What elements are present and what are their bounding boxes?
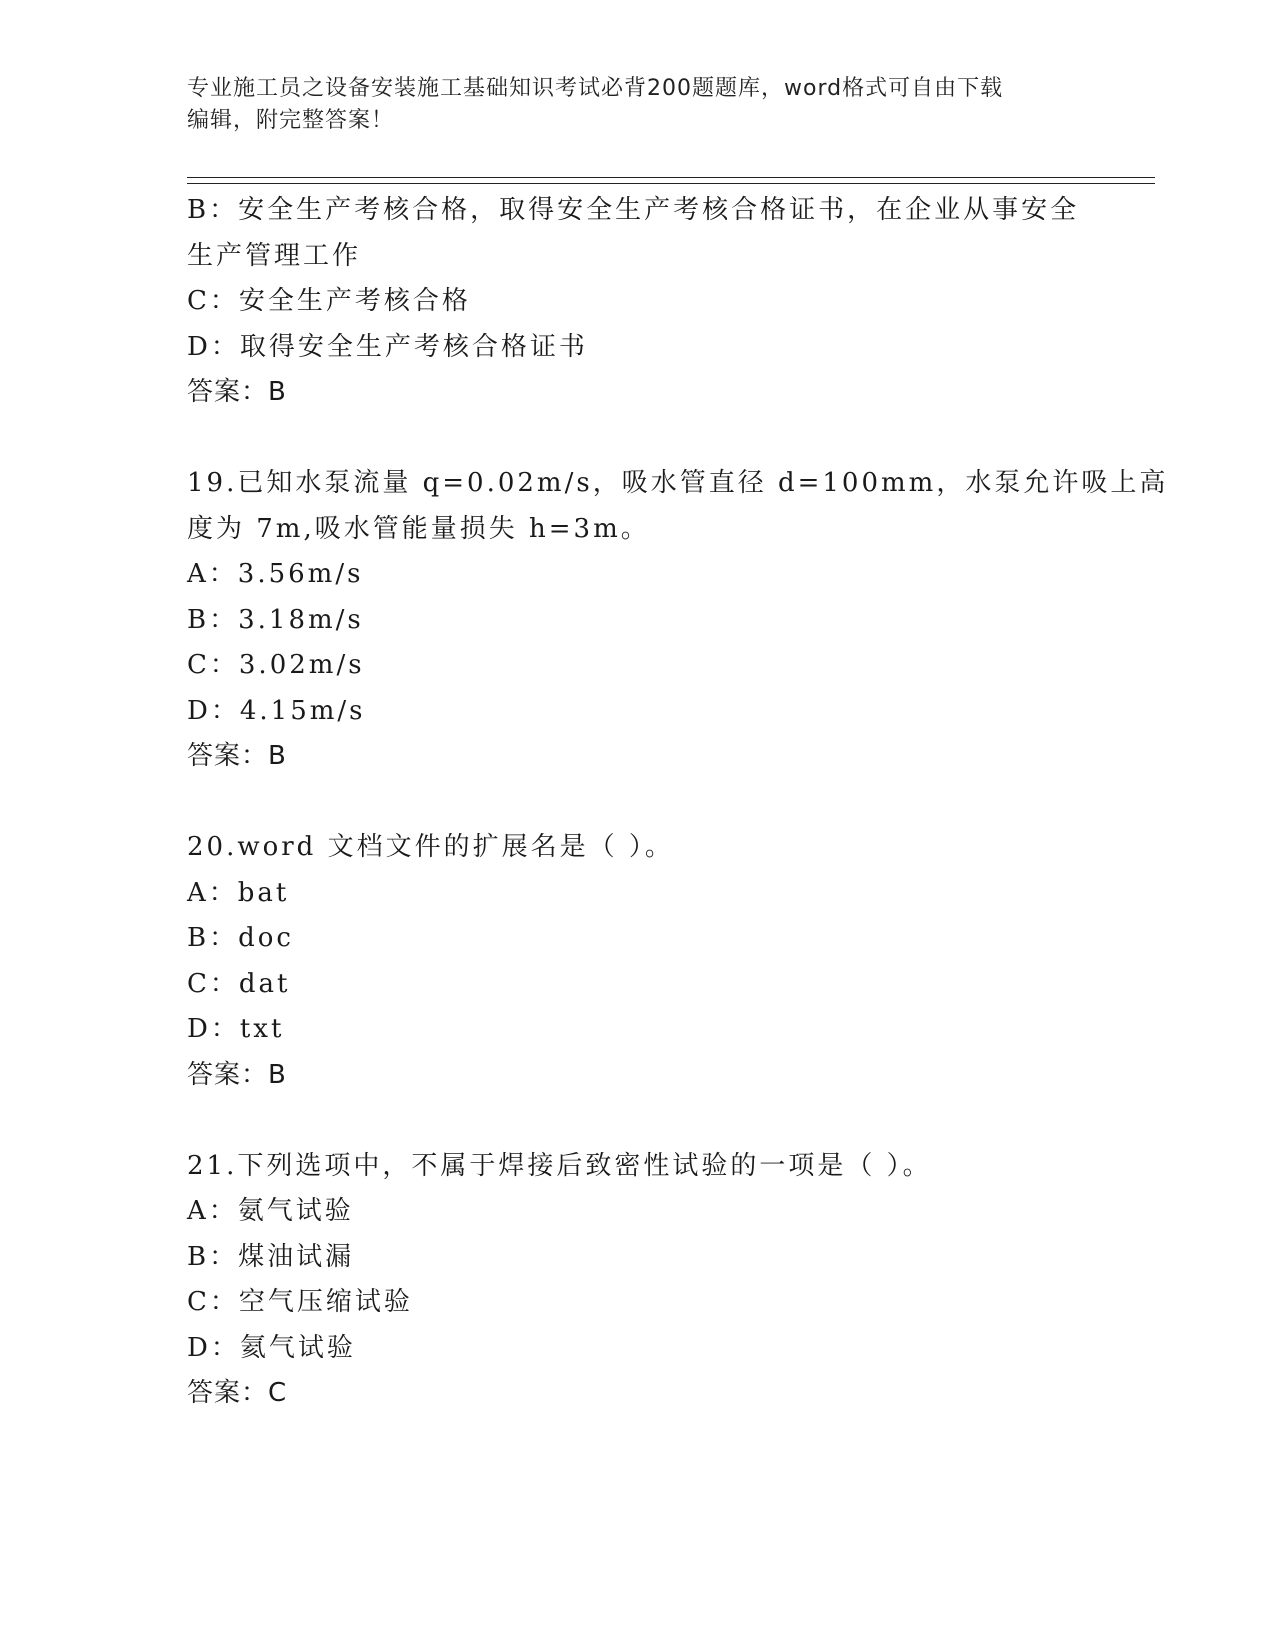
option-d: D：取得安全生产考核合格证书 [187, 331, 588, 362]
option-c: C：安全生产考核合格 [187, 286, 471, 316]
question-20 [187, 825, 1087, 1098]
answer-line: 答案：B [187, 741, 287, 771]
spacer [187, 1098, 1087, 1144]
option-b-line-1: B：安全生产考核合格，取得安全生产考核合格证书，在企业从事安全 [187, 195, 1080, 225]
question-stem-line-2: 度为 7m,吸水管能量损失 h=3m。 [187, 513, 650, 544]
option-d: D：txt [187, 1014, 285, 1044]
question-stem-line-1: 20.word 文档文件的扩展名是（ ）。 [187, 832, 674, 862]
option-b: B：doc [187, 923, 294, 953]
question-stem-line-1: 19.已知水泵流量 q=0.02m/s，吸水管直径 d=100mm，水泵允许吸上高 [187, 468, 1169, 498]
answer-line: 答案：B [187, 1059, 287, 1090]
option-c: C：dat [187, 968, 291, 999]
question-21 [187, 1144, 1087, 1417]
question-18-continuation [187, 188, 1087, 416]
option-b: B：煤油试漏 [187, 1241, 355, 1272]
answer-line: 答案：C [187, 1378, 288, 1408]
option-a: A：3.56m/s [187, 559, 364, 589]
spacer [187, 780, 1087, 826]
option-c: C：空气压缩试验 [187, 1287, 413, 1317]
header-divider-top [187, 177, 1155, 178]
option-b: B：3.18m/s [187, 604, 364, 635]
question-19 [187, 461, 1169, 780]
spacer [187, 416, 1087, 462]
option-a: A：氨气试验 [187, 1196, 354, 1226]
question-stem-line-1: 21.下列选项中，不属于焊接后致密性试验的一项是（ ）。 [187, 1150, 932, 1181]
header-line-1: 专业施工员之设备安装施工基础知识考试必背200题题库，word格式可自由下载 [187, 76, 1004, 101]
option-b-line-2: 生产管理工作 [187, 240, 362, 271]
option-c: C：3.02m/s [187, 650, 365, 680]
answer-line: 答案：B [187, 377, 287, 407]
option-d: D：氦气试验 [187, 1332, 356, 1363]
header-divider-bottom [187, 183, 1155, 184]
option-d: D：4.15m/s [187, 695, 366, 726]
option-a: A：bat [187, 877, 290, 908]
document-header [187, 73, 1067, 137]
header-line-2: 编辑，附完整答案！ [187, 108, 395, 133]
document-body [187, 188, 1169, 1417]
